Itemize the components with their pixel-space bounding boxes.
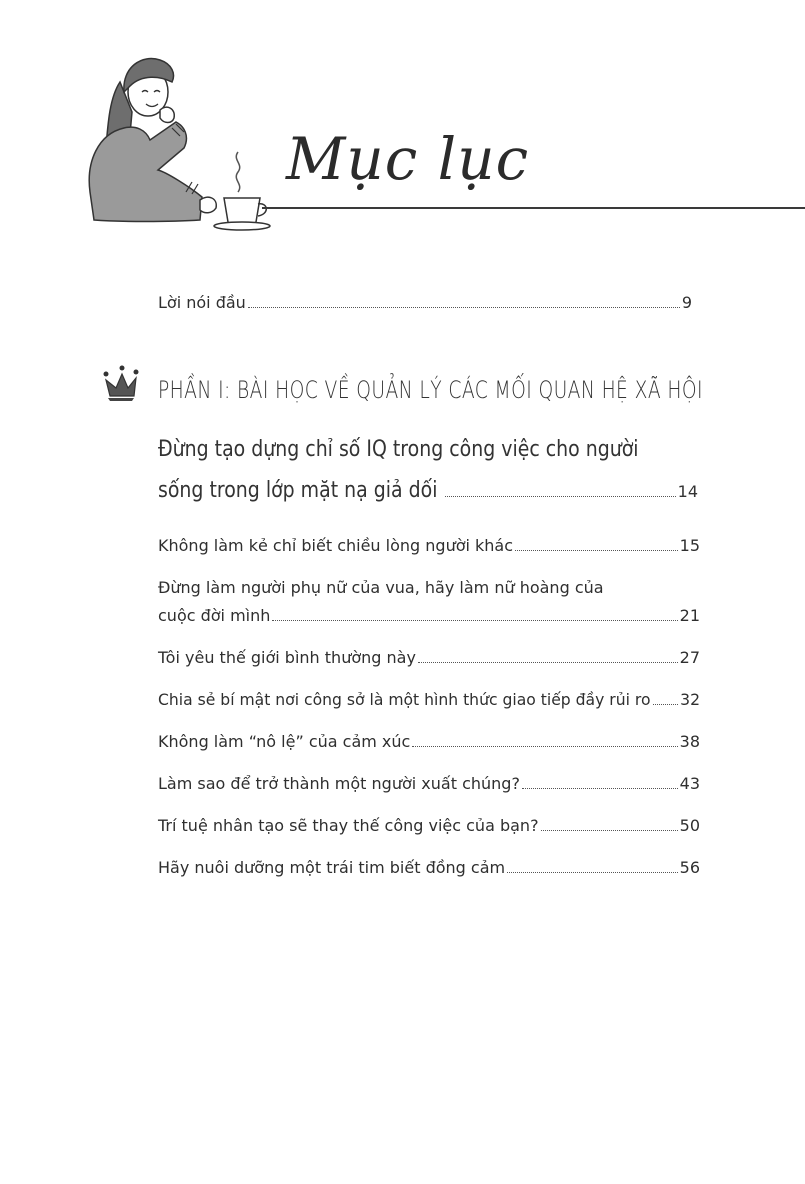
crown-icon [100,360,140,402]
toc-entry[interactable] [158,857,700,879]
toc-entry-page: 56 [679,858,700,877]
toc-entry-page: 14 [677,482,698,501]
dot-leader [653,704,679,705]
toc-entry-page: 15 [679,536,700,555]
toc-entry-title: Trí tuệ nhân tạo sẽ thay thế công việc của bạn? [158,816,539,835]
toc-entry-title-line1: Đừng làm người phụ nữ của vua, hãy làm nữ hoàng của [158,578,604,597]
dot-leader [522,788,678,789]
dot-leader [248,307,680,308]
part-heading: PHẦN I: BÀI HỌC VỀ QUẢN LÝ CÁC MỐI QUAN HỆ XÃ HỘI [158,376,703,404]
toc-entry[interactable] [158,815,700,837]
dot-leader [272,620,677,621]
chapter-title-line1: Đừng tạo dựng chỉ số IQ trong công việc cho người [158,437,639,462]
chapter-title-line2: sống trong lớp mặt nạ giả dối [158,478,438,503]
toc-entry-title: Chia sẻ bí mật nơi công sở là một hình thức giao tiếp đầy rủi ro [158,691,651,709]
toc-entry[interactable] [158,647,700,669]
toc-entry[interactable] [158,535,700,557]
toc-entry-page: 43 [679,774,700,793]
dot-leader [412,746,677,747]
toc-entry-title: Không làm “nô lệ” của cảm xúc [158,732,411,751]
dot-leader [445,496,676,497]
toc-entry-page: 27 [679,648,700,667]
toc-entry-title: Không làm kẻ chỉ biết chiều lòng người khác [158,536,514,555]
toc-entry-preface[interactable] [158,292,692,314]
toc-entry-page: 38 [679,732,700,751]
toc-entry[interactable] [158,605,700,627]
toc-entry-first-chapter[interactable] [158,478,698,503]
toc-entry-title: Tôi yêu thế giới bình thường này [158,648,416,667]
dot-leader [515,550,678,551]
toc-entry[interactable] [158,773,700,795]
dot-leader [418,662,678,663]
toc-entry-page: 9 [681,293,692,312]
dot-leader [507,872,678,873]
woman-coffee-illustration [80,52,280,237]
toc-entry-page: 50 [679,816,700,835]
toc-entry[interactable] [158,689,700,711]
toc-entry-page: 21 [679,606,700,625]
toc-entry-title: Lời nói đầu [158,293,246,312]
toc-entry-title: cuộc đời mình [158,606,271,625]
title-underline [262,207,805,209]
toc-entry[interactable] [158,731,700,753]
dot-leader [541,830,678,831]
page-title: Mục lục [286,125,530,193]
toc-entry-title: Hãy nuôi dưỡng một trái tim biết đồng cảm [158,858,506,877]
toc-entry-page: 32 [680,691,700,709]
toc-entry-title: Làm sao để trở thành một người xuất chúng? [158,774,520,793]
